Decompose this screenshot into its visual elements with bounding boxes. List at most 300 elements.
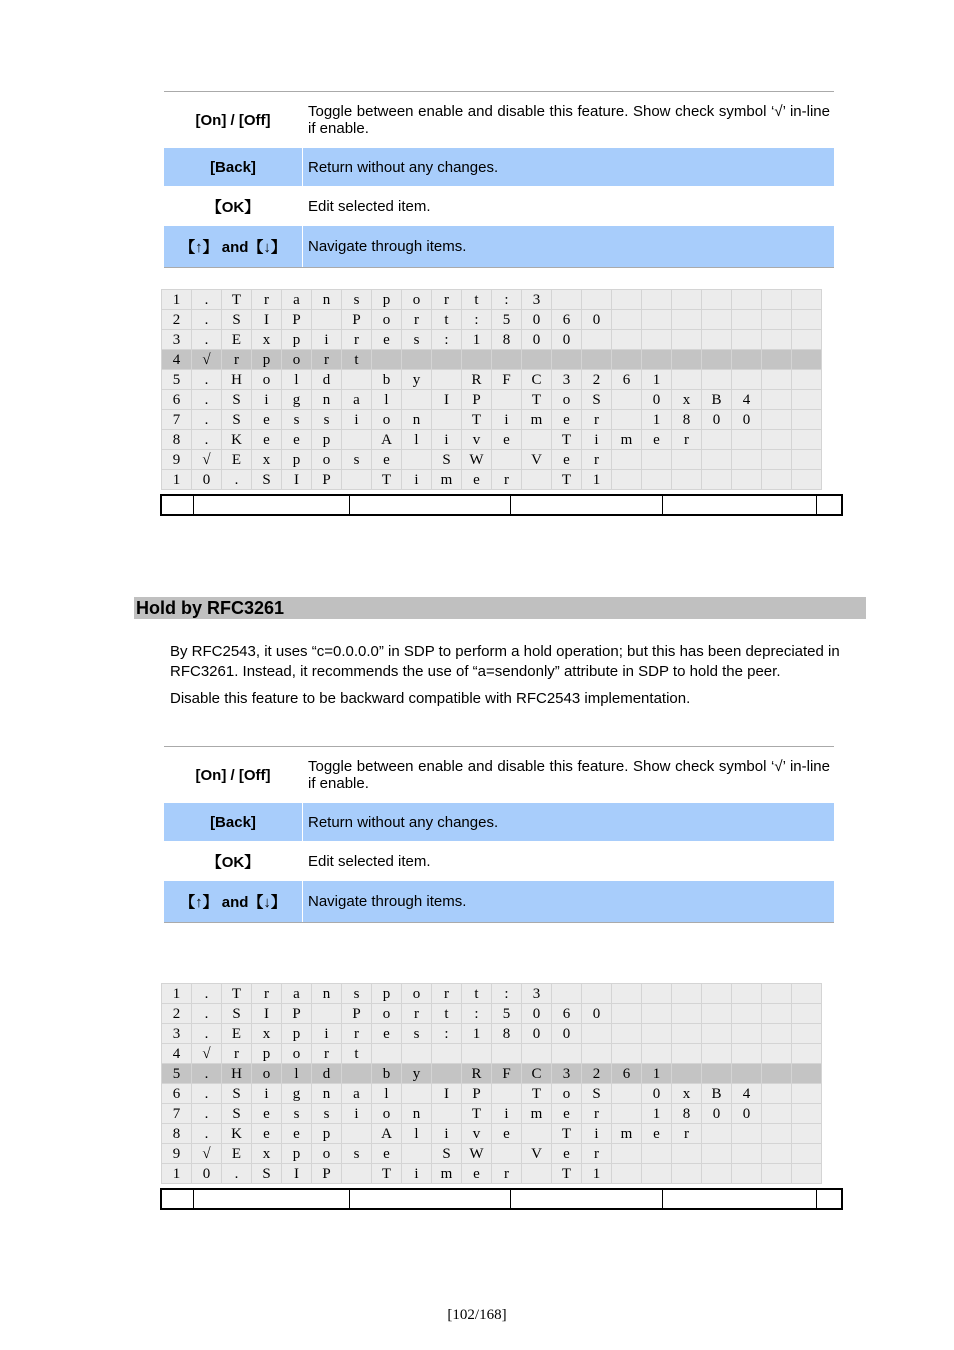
lcd-cell [792, 1104, 822, 1124]
lcd-cell: i [582, 1124, 612, 1144]
lcd-cell: 5 [492, 310, 522, 330]
lcd-cell: x [252, 450, 282, 470]
lcd-cell [342, 470, 372, 490]
lcd-cell: T [522, 1084, 552, 1104]
lcd-cell: m [522, 1104, 552, 1124]
lcd-cell: o [372, 1004, 402, 1024]
lcd-cell [582, 350, 612, 370]
lcd-cell: s [312, 1104, 342, 1124]
lcd-cell: i [252, 390, 282, 410]
lcd-cell: e [462, 470, 492, 490]
lcd-cell: V [522, 1144, 552, 1164]
lcd-cell: 0 [582, 310, 612, 330]
lcd-cell: e [372, 450, 402, 470]
lcd-cell: S [582, 1084, 612, 1104]
lcd-cell [702, 350, 732, 370]
lcd-cell: 5 [162, 1064, 192, 1084]
lcd-cell [642, 1164, 672, 1184]
lcd-cell: m [432, 470, 462, 490]
lcd-cell: l [402, 430, 432, 450]
lcd-cell [732, 330, 762, 350]
lcd-cell: s [282, 410, 312, 430]
key-label: 【OK】 [206, 198, 260, 216]
lcd-cell: T [522, 390, 552, 410]
lcd-cell: 1 [582, 470, 612, 490]
lcd-cell [342, 1164, 372, 1184]
lcd-cell: a [282, 290, 312, 310]
lcd-cell: 0 [732, 410, 762, 430]
lcd-cell: r [432, 290, 462, 310]
lcd-cell [792, 330, 822, 350]
lcd-cell [732, 1124, 762, 1144]
lcd-cell [462, 350, 492, 370]
lcd-cell: C [522, 1064, 552, 1084]
lcd-cell: t [342, 1044, 372, 1064]
lcd-cell: x [672, 1084, 702, 1104]
lcd-cell [792, 1064, 822, 1084]
lcd-cell [792, 1144, 822, 1164]
lcd-cell [702, 1144, 732, 1164]
lcd-cell: I [432, 390, 462, 410]
lcd-cell: p [372, 290, 402, 310]
lcd-cell: i [342, 1104, 372, 1124]
lcd-cell [732, 1024, 762, 1044]
lcd-cell: 0 [522, 330, 552, 350]
lcd-cell [732, 984, 762, 1004]
lcd-cell [522, 1124, 552, 1144]
lcd-cell: s [342, 450, 372, 470]
lcd-cell: s [342, 984, 372, 1004]
lcd-cell [792, 310, 822, 330]
lcd-cell [762, 1164, 792, 1184]
lcd-cell: x [252, 330, 282, 350]
lcd-cell [432, 1064, 462, 1084]
lcd-cell [762, 370, 792, 390]
lcd-cell: B [702, 1084, 732, 1104]
softkey-slot [162, 496, 193, 514]
lcd-cell [642, 984, 672, 1004]
lcd-cell: e [492, 430, 522, 450]
lcd-row [162, 1164, 822, 1184]
lcd-cell: 5 [162, 370, 192, 390]
lcd-cell: i [582, 430, 612, 450]
lcd-cell [672, 350, 702, 370]
lcd-cell [612, 450, 642, 470]
lcd-cell [792, 370, 822, 390]
lcd-cell: t [342, 350, 372, 370]
lcd-cell: 0 [552, 330, 582, 350]
lcd-cell [612, 470, 642, 490]
lcd-cell: 1 [642, 410, 672, 430]
lcd-cell: . [192, 984, 222, 1004]
lcd-cell: T [372, 470, 402, 490]
lcd-cell: e [252, 430, 282, 450]
lcd-cell: 1 [462, 330, 492, 350]
lcd-cell: 0 [552, 1024, 582, 1044]
lcd-cell [612, 1044, 642, 1064]
key-row-ok [164, 841, 834, 881]
lcd-cell [762, 1024, 792, 1044]
lcd-cell [462, 1044, 492, 1064]
lcd-cell: v [462, 1124, 492, 1144]
lcd-cell [612, 410, 642, 430]
lcd-cell: 1 [642, 370, 672, 390]
lcd-row [162, 1064, 822, 1084]
lcd-cell: 3 [552, 370, 582, 390]
lcd-cell: i [252, 1084, 282, 1104]
lcd-cell [642, 470, 672, 490]
key-description: Edit selected item. [302, 841, 834, 881]
lcd-cell: 0 [642, 390, 672, 410]
lcd-cell [702, 1024, 732, 1044]
lcd-cell [402, 390, 432, 410]
lcd-cell: I [252, 310, 282, 330]
lcd-cell [582, 290, 612, 310]
key-label: [Back] [210, 158, 256, 176]
section-paragraph-1: By RFC2543, it uses “c=0.0.0.0” in SDP to perform a hold operation; but this has been depreciated in RFC3261. Instead, it recommends the use of “a=sendonly” attribute in SDP to hold the peer. [170, 643, 840, 680]
key-description: Toggle between enable and disable this feature. Show check symbol ‘√’ in-line if enable. [302, 92, 834, 148]
key-row-on-off [164, 92, 834, 148]
lcd-cell [792, 1044, 822, 1064]
lcd-cell [762, 310, 792, 330]
lcd-cell [672, 310, 702, 330]
lcd-cell: I [252, 1004, 282, 1024]
lcd-cell: p [312, 430, 342, 450]
lcd-cell: H [222, 370, 252, 390]
lcd-cell [582, 330, 612, 350]
lcd-cell [642, 1004, 672, 1024]
lcd-cell: b [372, 370, 402, 390]
lcd-cell: r [342, 330, 372, 350]
lcd-cell [642, 1044, 672, 1064]
lcd-cell: P [282, 1004, 312, 1024]
lcd-cell [702, 290, 732, 310]
lcd-cell: 1 [642, 1104, 672, 1124]
key-table-1 [164, 91, 834, 268]
lcd-cell: d [312, 370, 342, 390]
lcd-cell: S [222, 390, 252, 410]
lcd-cell: I [282, 470, 312, 490]
lcd-cell: d [312, 1064, 342, 1084]
lcd-cell [792, 470, 822, 490]
lcd-cell: . [192, 370, 222, 390]
lcd-cell: 1 [462, 1024, 492, 1044]
lcd-cell: . [192, 1104, 222, 1124]
section-heading: Hold by RFC3261 [134, 597, 866, 619]
lcd-cell: 0 [702, 1104, 732, 1124]
lcd-row [162, 1084, 822, 1104]
lcd-cell [522, 1164, 552, 1184]
lcd-cell: . [192, 1124, 222, 1144]
lcd-cell: a [342, 1084, 372, 1104]
lcd-cell: p [282, 1144, 312, 1164]
lcd-cell: T [222, 290, 252, 310]
lcd-cell [792, 1024, 822, 1044]
lcd-cell [642, 310, 672, 330]
lcd-cell: l [402, 1124, 432, 1144]
lcd-cell: P [312, 470, 342, 490]
key-row-back [164, 148, 834, 186]
lcd-cell: 2 [582, 1064, 612, 1084]
lcd-cell: T [552, 1124, 582, 1144]
lcd-cell: 4 [732, 390, 762, 410]
lcd-cell [342, 1064, 372, 1084]
lcd-cell: R [462, 1064, 492, 1084]
lcd-softkey-bar-2 [160, 1188, 843, 1210]
lcd-cell: T [372, 1164, 402, 1184]
lcd-cell: y [402, 370, 432, 390]
lcd-screen-2 [161, 983, 822, 1184]
lcd-cell: r [312, 1044, 342, 1064]
softkey-slot [510, 1190, 662, 1208]
lcd-cell [672, 370, 702, 390]
lcd-cell: t [462, 984, 492, 1004]
key-description: Return without any changes. [302, 803, 834, 841]
lcd-cell [432, 1044, 462, 1064]
lcd-cell: T [552, 430, 582, 450]
lcd-cell [792, 350, 822, 370]
lcd-cell: T [222, 984, 252, 1004]
lcd-cell: C [522, 370, 552, 390]
softkey-slot [193, 496, 349, 514]
lcd-cell: o [552, 1084, 582, 1104]
lcd-cell: r [582, 1144, 612, 1164]
lcd-cell: r [222, 1044, 252, 1064]
lcd-cell: 9 [162, 450, 192, 470]
lcd-cell: 3 [522, 984, 552, 1004]
lcd-cell [792, 1004, 822, 1024]
lcd-cell: n [312, 390, 342, 410]
lcd-cell [762, 470, 792, 490]
lcd-screen-1 [161, 289, 822, 490]
lcd-cell: 6 [552, 1004, 582, 1024]
lcd-cell: r [402, 310, 432, 330]
lcd-cell [732, 1044, 762, 1064]
lcd-cell: . [192, 410, 222, 430]
lcd-cell [612, 1024, 642, 1044]
lcd-cell: I [282, 1164, 312, 1184]
lcd-cell: P [462, 390, 492, 410]
lcd-cell [492, 1044, 522, 1064]
lcd-cell: 2 [162, 310, 192, 330]
lcd-cell [732, 290, 762, 310]
key-row-navigate [164, 226, 834, 267]
lcd-cell: 4 [162, 1044, 192, 1064]
lcd-cell: A [372, 430, 402, 450]
lcd-cell: H [222, 1064, 252, 1084]
lcd-cell [672, 1144, 702, 1164]
lcd-cell [702, 984, 732, 1004]
lcd-cell [702, 1124, 732, 1144]
lcd-cell: r [312, 350, 342, 370]
lcd-cell [402, 1044, 432, 1064]
lcd-cell [612, 1104, 642, 1124]
lcd-cell: r [582, 1104, 612, 1124]
lcd-cell [432, 1104, 462, 1124]
lcd-row [162, 1124, 822, 1144]
lcd-cell: 4 [732, 1084, 762, 1104]
lcd-row [162, 1104, 822, 1124]
lcd-cell: E [222, 1144, 252, 1164]
lcd-cell: F [492, 370, 522, 390]
lcd-cell [672, 984, 702, 1004]
lcd-row [162, 410, 822, 430]
lcd-cell [582, 984, 612, 1004]
lcd-cell [642, 330, 672, 350]
lcd-cell: T [462, 410, 492, 430]
lcd-cell [522, 350, 552, 370]
lcd-cell: n [312, 984, 342, 1004]
lcd-cell: m [522, 410, 552, 430]
lcd-cell [642, 1144, 672, 1164]
lcd-cell: r [582, 410, 612, 430]
lcd-cell: p [372, 984, 402, 1004]
lcd-row [162, 350, 822, 370]
lcd-cell: V [522, 450, 552, 470]
key-row-navigate [164, 881, 834, 922]
lcd-cell [762, 350, 792, 370]
lcd-cell: i [312, 1024, 342, 1044]
lcd-cell: W [462, 1144, 492, 1164]
lcd-row [162, 370, 822, 390]
lcd-cell: P [312, 1164, 342, 1184]
lcd-cell: . [192, 310, 222, 330]
lcd-cell [762, 1124, 792, 1144]
lcd-cell: S [222, 410, 252, 430]
lcd-cell: o [402, 290, 432, 310]
lcd-cell: S [582, 390, 612, 410]
lcd-cell: E [222, 330, 252, 350]
lcd-cell [312, 1004, 342, 1024]
lcd-cell [402, 350, 432, 370]
lcd-cell: 1 [162, 470, 192, 490]
lcd-cell [762, 1104, 792, 1124]
lcd-cell: m [612, 430, 642, 450]
lcd-cell [702, 1064, 732, 1084]
lcd-cell [642, 350, 672, 370]
softkey-slot [816, 1190, 841, 1208]
lcd-cell [702, 450, 732, 470]
lcd-cell: e [372, 330, 402, 350]
lcd-cell: n [312, 1084, 342, 1104]
lcd-cell: l [282, 370, 312, 390]
lcd-cell: o [372, 310, 402, 330]
lcd-cell: s [342, 290, 372, 310]
lcd-cell: 8 [162, 430, 192, 450]
lcd-cell: . [222, 1164, 252, 1184]
lcd-cell: 5 [492, 1004, 522, 1024]
lcd-cell [762, 390, 792, 410]
lcd-cell [792, 1164, 822, 1184]
lcd-cell [522, 430, 552, 450]
lcd-cell [552, 984, 582, 1004]
lcd-cell [612, 1164, 642, 1184]
lcd-cell [762, 330, 792, 350]
key-label: [On] / [Off] [195, 111, 271, 129]
lcd-cell [612, 350, 642, 370]
key-description: Return without any changes. [302, 148, 834, 186]
lcd-cell [672, 1164, 702, 1184]
lcd-cell: 0 [732, 1104, 762, 1124]
lcd-cell: S [432, 1144, 462, 1164]
lcd-cell [702, 470, 732, 490]
lcd-cell: a [342, 390, 372, 410]
lcd-cell: m [612, 1124, 642, 1144]
lcd-cell: : [432, 1024, 462, 1044]
lcd-cell: n [402, 410, 432, 430]
lcd-cell [402, 1144, 432, 1164]
lcd-cell: i [402, 1164, 432, 1184]
lcd-cell: S [432, 450, 462, 470]
lcd-cell: v [462, 430, 492, 450]
lcd-cell: 1 [162, 984, 192, 1004]
lcd-cell [672, 450, 702, 470]
lcd-cell: K [222, 430, 252, 450]
lcd-cell: 3 [552, 1064, 582, 1084]
lcd-row [162, 1144, 822, 1164]
lcd-cell [672, 470, 702, 490]
lcd-cell: t [432, 1004, 462, 1024]
softkey-slot [816, 496, 841, 514]
lcd-cell [762, 430, 792, 450]
lcd-cell [702, 330, 732, 350]
lcd-cell [672, 330, 702, 350]
lcd-cell: 7 [162, 410, 192, 430]
key-description: Navigate through items. [302, 226, 834, 267]
lcd-cell [792, 410, 822, 430]
lcd-cell [702, 370, 732, 390]
softkey-slot [510, 496, 662, 514]
lcd-cell [762, 290, 792, 310]
lcd-cell [552, 350, 582, 370]
lcd-cell: 0 [642, 1084, 672, 1104]
lcd-cell [672, 290, 702, 310]
lcd-cell [522, 470, 552, 490]
lcd-cell [492, 450, 522, 470]
lcd-cell [522, 1044, 552, 1064]
lcd-cell [402, 450, 432, 470]
lcd-cell [792, 1124, 822, 1144]
softkey-slot [662, 1190, 816, 1208]
lcd-cell: . [222, 470, 252, 490]
lcd-cell: 0 [192, 470, 222, 490]
lcd-cell [612, 310, 642, 330]
key-label: 【↑】 and【↓】 [180, 239, 286, 256]
softkey-slot [662, 496, 816, 514]
lcd-cell: r [252, 984, 282, 1004]
lcd-cell [792, 1084, 822, 1104]
lcd-cell: n [402, 1104, 432, 1124]
lcd-cell: S [222, 1084, 252, 1104]
lcd-cell: o [252, 1064, 282, 1084]
lcd-cell [672, 1044, 702, 1064]
lcd-cell: . [192, 1024, 222, 1044]
lcd-cell [492, 1144, 522, 1164]
lcd-cell [732, 1164, 762, 1184]
lcd-cell: . [192, 390, 222, 410]
lcd-row [162, 390, 822, 410]
lcd-cell [342, 1124, 372, 1144]
lcd-cell [492, 1084, 522, 1104]
lcd-cell: R [462, 370, 492, 390]
lcd-cell [552, 1044, 582, 1064]
lcd-cell [312, 310, 342, 330]
lcd-cell: e [552, 450, 582, 470]
lcd-row [162, 330, 822, 350]
lcd-cell [342, 370, 372, 390]
lcd-cell: o [402, 984, 432, 1004]
lcd-cell: p [282, 1024, 312, 1044]
